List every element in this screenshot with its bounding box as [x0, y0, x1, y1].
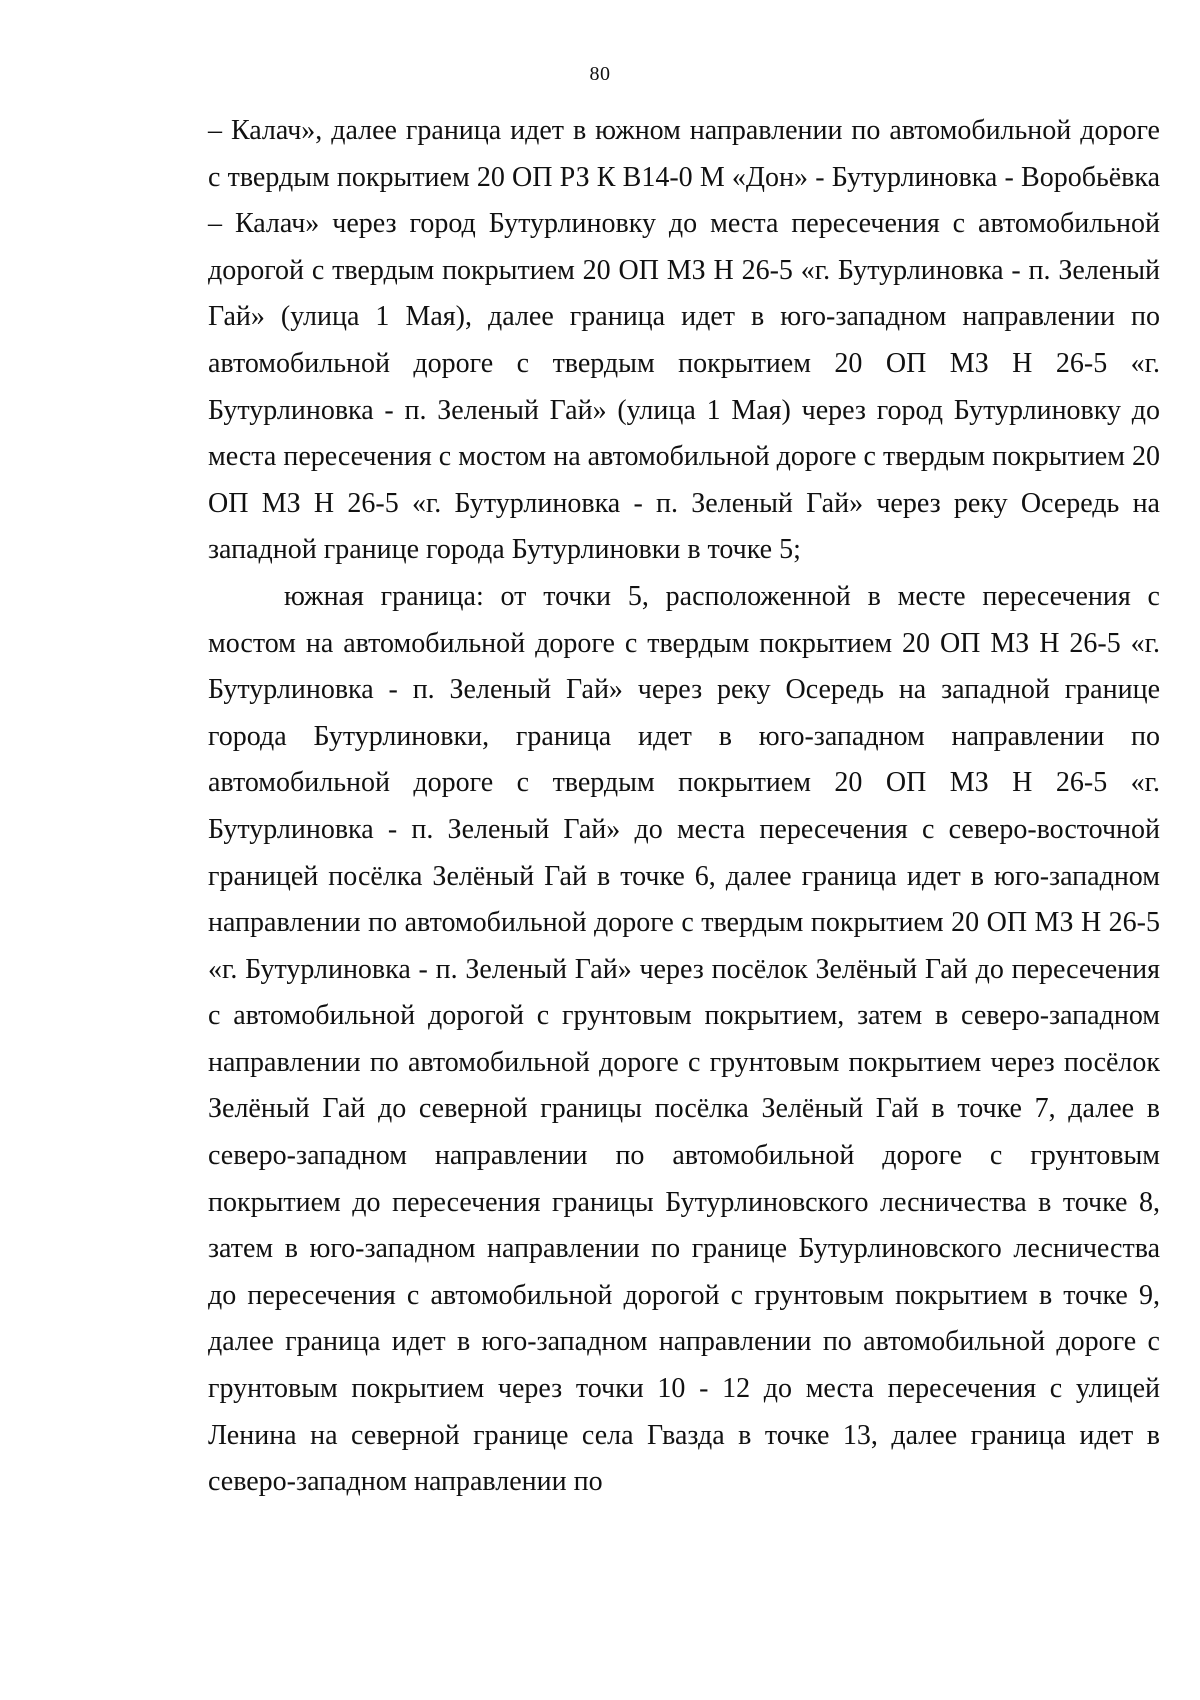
document-body	[208, 108, 1160, 1506]
paragraph-southern-boundary: южная граница: от точки 5, расположенной в месте пересечения с мостом на автомобильной дороге с твердым покрытием 20 ОП МЗ Н 26-5 «г. Бутурлиновка - п. Зеленый Гай» через реку Осередь на западной границе города Бутурлиновки, граница идет в юго-западном направлении по автомобильной дороге с твердым покрытием 20 ОП МЗ Н 26-5 «г. Бутурлиновка - п. Зеленый Гай» до места пересечения с северо-восточной границей посёлка Зелёный Гай в точке 6, далее граница идет в юго-западном направлении по автомобильной дороге с твердым покрытием 20 ОП МЗ Н 26-5 «г. Бутурлиновка - п. Зеленый Гай» через посёлок Зелёный Гай до пересечения с автомобильной дорогой с грунтовым покрытием, затем в северо-западном направлении по автомобильной дороге с грунтовым покрытием через посёлок Зелёный Гай до северной границы посёлка Зелёный Гай в точке 7, далее в северо-западном направлении по автомобильной дороге с грунтовым покрытием до пересечения границы Бутурлиновского лесничества в точке 8, затем в юго-западном направлении по границе Бутурлиновского лесничества до пересечения с автомобильной дорогой с грунтовым покрытием в точке 9, далее граница идет в юго-западном направлении по автомобильной дороге с грунтовым покрытием через точки 10 - 12 до места пересечения с улицей Ленина на северной границе села Гвазда в точке 13, далее граница идет в северо-западном направлении по	[208, 580, 1160, 1498]
page-number: 80	[589, 63, 611, 85]
paragraph-continuation: – Калач», далее граница идет в южном направлении по автомобильной дороге с твердым покрытием 20 ОП РЗ К В14-0 М «Дон» - Бутурлиновка - Воробьёвка – Калач» через город Бутурлиновку до места пересечения с автомобильной дорогой с твердым покрытием 20 ОП МЗ Н 26-5 «г. Бутурлиновка - п. Зеленый Гай» (улица 1 Мая), далее граница идет в юго-западном направлении по автомобильной дороге с твердым покрытием 20 ОП МЗ Н 26-5 «г. Бутурлиновка - п. Зеленый Гай» (улица 1 Мая) через город Бутурлиновку до места пересечения с мостом на автомобильной дороге с твердым покрытием 20 ОП МЗ Н 26-5 «г. Бутурлиновка - п. Зеленый Гай» через реку Осередь на западной границе города Бутурлиновки в точке 5;	[208, 115, 1160, 566]
